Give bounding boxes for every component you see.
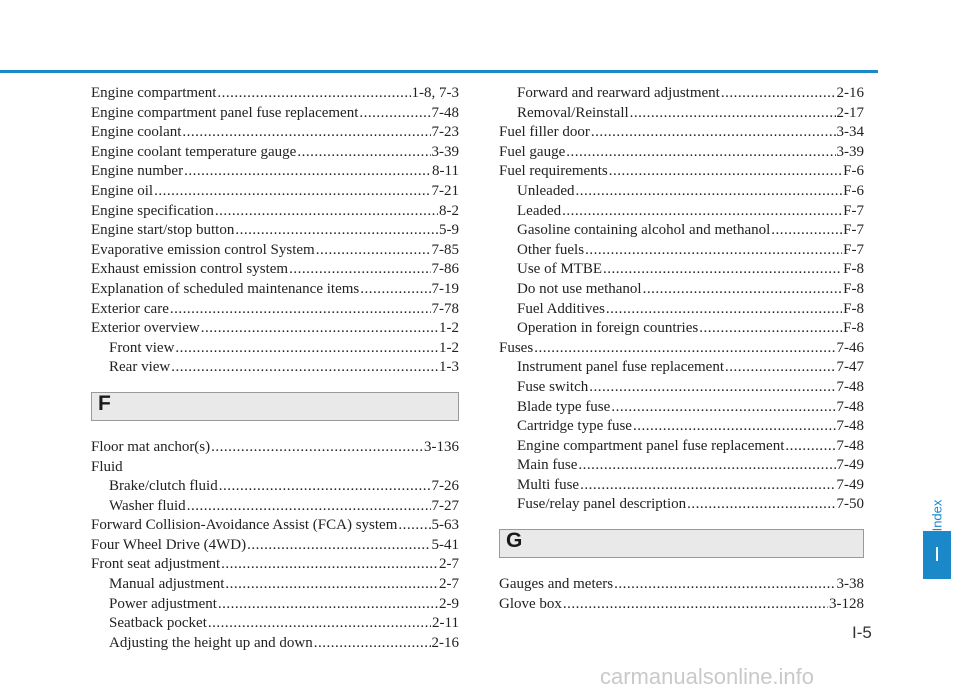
index-term: Fuel requirements bbox=[499, 163, 608, 180]
dot-leader bbox=[687, 495, 835, 515]
index-entry[interactable] bbox=[91, 575, 459, 595]
index-entry[interactable] bbox=[499, 162, 864, 182]
index-term: Front view bbox=[109, 339, 175, 356]
index-term: Evaporative emission control System bbox=[91, 241, 315, 258]
index-page-ref[interactable]: 7-48 bbox=[836, 398, 864, 415]
index-term: Manual adjustment bbox=[109, 576, 225, 593]
index-term: Fuel filler door bbox=[499, 124, 590, 141]
index-page-ref[interactable]: 5-9 bbox=[439, 222, 459, 239]
index-entry[interactable] bbox=[91, 555, 459, 575]
index-entry[interactable] bbox=[499, 300, 864, 320]
dot-leader bbox=[211, 438, 423, 458]
index-page-ref[interactable]: F-6 bbox=[843, 163, 864, 180]
dot-leader bbox=[721, 84, 836, 104]
index-page-ref[interactable]: F-8 bbox=[843, 261, 864, 278]
index-term: Fuel gauge bbox=[499, 143, 566, 160]
index-entry[interactable] bbox=[91, 182, 459, 202]
index-term: Power adjustment bbox=[109, 595, 217, 612]
dot-leader bbox=[247, 536, 430, 556]
index-term: Engine compartment bbox=[91, 85, 217, 101]
index-term: Engine coolant bbox=[91, 124, 182, 141]
index-entry[interactable] bbox=[91, 202, 459, 222]
index-term: Exhaust emission control system bbox=[91, 261, 289, 278]
index-entry[interactable] bbox=[91, 260, 459, 280]
index-page-ref[interactable]: 2-7 bbox=[439, 556, 459, 573]
dot-leader bbox=[630, 104, 836, 124]
index-term: Cartridge type fuse bbox=[517, 418, 632, 435]
index-page-ref[interactable]: 7-48 bbox=[836, 418, 864, 435]
index-entry[interactable] bbox=[91, 458, 459, 478]
dot-leader bbox=[154, 182, 430, 202]
index-term: Fuse/relay panel description bbox=[517, 496, 687, 513]
index-term: Exterior care bbox=[91, 300, 169, 317]
index-entry[interactable] bbox=[499, 182, 864, 202]
index-term: Operation in foreign countries bbox=[517, 320, 699, 337]
dot-leader bbox=[575, 182, 842, 202]
dot-leader bbox=[643, 280, 843, 300]
index-term: Seatback pocket bbox=[109, 615, 207, 632]
index-entry[interactable] bbox=[499, 260, 864, 280]
dot-leader bbox=[578, 456, 835, 476]
index-entry[interactable] bbox=[499, 319, 864, 339]
index-entry[interactable] bbox=[91, 104, 459, 124]
section-letter: G bbox=[506, 529, 523, 553]
index-term: Washer fluid bbox=[109, 497, 186, 514]
index-entry[interactable] bbox=[499, 221, 864, 241]
dot-leader bbox=[785, 437, 835, 457]
dot-leader bbox=[603, 260, 842, 280]
index-term: Engine specification bbox=[91, 202, 214, 219]
dot-leader bbox=[187, 497, 431, 517]
index-page-ref[interactable]: 7-27 bbox=[431, 497, 459, 514]
dot-leader bbox=[771, 221, 842, 241]
index-entry[interactable] bbox=[91, 221, 459, 241]
dot-leader bbox=[235, 221, 438, 241]
index-entry[interactable] bbox=[91, 358, 459, 378]
dot-leader bbox=[360, 280, 430, 300]
dot-leader bbox=[566, 143, 835, 163]
side-tab-label[interactable]: Index bbox=[929, 499, 945, 531]
dot-leader bbox=[316, 241, 431, 261]
index-entry[interactable] bbox=[91, 536, 459, 556]
index-entry[interactable] bbox=[499, 202, 864, 222]
index-entry[interactable] bbox=[91, 516, 459, 536]
index-entry[interactable] bbox=[499, 143, 864, 163]
index-entry[interactable] bbox=[499, 398, 864, 418]
index-term: Engine compartment panel fuse replacement bbox=[91, 104, 359, 121]
index-page-ref[interactable]: 3-136 bbox=[424, 438, 459, 455]
index-page-ref[interactable]: 7-19 bbox=[431, 280, 459, 297]
index-page-ref[interactable]: 7-21 bbox=[431, 182, 459, 199]
index-term: Multi fuse bbox=[517, 476, 580, 493]
index-page-ref[interactable]: 1-2 bbox=[439, 339, 459, 356]
index-entry[interactable] bbox=[91, 300, 459, 320]
index-page-ref[interactable]: 8-11 bbox=[432, 163, 459, 180]
index-entry[interactable] bbox=[499, 437, 864, 457]
dot-leader bbox=[633, 417, 836, 437]
index-entry[interactable] bbox=[499, 456, 864, 476]
index-page-ref[interactable]: 2-9 bbox=[439, 595, 459, 612]
index-term: Rear view bbox=[109, 359, 171, 376]
section-header-g bbox=[499, 529, 864, 558]
index-term: Unleaded bbox=[517, 182, 575, 199]
index-entry[interactable] bbox=[499, 123, 864, 143]
section-letter: F bbox=[98, 391, 111, 415]
index-page-ref[interactable]: F-7 bbox=[843, 241, 864, 258]
index-term: Forward and rearward adjustment bbox=[517, 85, 720, 101]
index-page-ref[interactable]: 7-49 bbox=[836, 457, 864, 474]
index-page-ref[interactable]: F-7 bbox=[843, 202, 864, 219]
index-term: Engine coolant temperature gauge bbox=[91, 143, 297, 160]
index-term: Fuses bbox=[499, 339, 534, 356]
dot-leader bbox=[562, 202, 842, 222]
dot-leader bbox=[614, 575, 835, 595]
index-page-ref[interactable]: 2-16 bbox=[836, 85, 864, 101]
dot-leader bbox=[219, 477, 431, 497]
index-term: Main fuse bbox=[517, 457, 578, 474]
dot-leader bbox=[217, 84, 410, 104]
dot-leader bbox=[225, 575, 438, 595]
index-term: Floor mat anchor(s) bbox=[91, 438, 211, 455]
index-entry[interactable] bbox=[499, 339, 864, 359]
watermark: carmanualsonline.info bbox=[600, 664, 815, 689]
dot-leader bbox=[580, 476, 835, 496]
index-entry[interactable] bbox=[499, 476, 864, 496]
index-term: Glove box bbox=[499, 595, 562, 612]
dot-leader bbox=[606, 300, 842, 320]
index-term: Fuse switch bbox=[517, 378, 589, 395]
index-term: Fluid bbox=[91, 458, 123, 475]
index-entry[interactable] bbox=[499, 495, 864, 515]
index-entry[interactable] bbox=[91, 595, 459, 615]
index-page-ref[interactable]: F-8 bbox=[843, 300, 864, 317]
index-list-e bbox=[91, 84, 459, 378]
index-page-ref[interactable]: 5-63 bbox=[431, 517, 459, 534]
index-page-ref[interactable]: 3-39 bbox=[836, 143, 864, 160]
index-entry[interactable] bbox=[91, 162, 459, 182]
index-page-ref[interactable]: 2-7 bbox=[439, 576, 459, 593]
index-page-ref[interactable]: 3-38 bbox=[836, 576, 864, 593]
index-page-ref[interactable]: 1-2 bbox=[439, 320, 459, 337]
index-page-ref[interactable]: F-8 bbox=[843, 280, 864, 297]
index-page-ref[interactable]: 1-3 bbox=[439, 359, 459, 376]
index-term: Front seat adjustment bbox=[91, 556, 221, 573]
dot-leader bbox=[534, 339, 835, 359]
dot-leader bbox=[182, 123, 430, 143]
index-entry[interactable] bbox=[91, 123, 459, 143]
index-page-ref[interactable]: 5-41 bbox=[431, 536, 459, 553]
index-page-ref[interactable]: F-6 bbox=[843, 182, 864, 199]
index-entry[interactable] bbox=[499, 241, 864, 261]
dot-leader bbox=[314, 634, 431, 654]
index-entry[interactable] bbox=[91, 84, 459, 104]
index-term: Engine start/stop button bbox=[91, 222, 235, 239]
index-list-f-continued bbox=[499, 84, 864, 515]
index-term: Adjusting the height up and down bbox=[109, 634, 313, 651]
index-entry[interactable] bbox=[91, 241, 459, 261]
index-term: Blade type fuse bbox=[517, 398, 611, 415]
index-list-g bbox=[499, 575, 864, 614]
dot-leader bbox=[208, 614, 431, 634]
index-term: Explanation of scheduled maintenance items bbox=[91, 280, 360, 297]
index-entry[interactable] bbox=[91, 339, 459, 359]
index-entry[interactable] bbox=[91, 614, 459, 634]
index-term: Leaded bbox=[517, 202, 562, 219]
index-entry[interactable] bbox=[499, 417, 864, 437]
dot-leader bbox=[175, 339, 438, 359]
dot-leader bbox=[289, 260, 430, 280]
index-page-ref[interactable]: 7-47 bbox=[836, 359, 864, 376]
index-page-ref[interactable]: 7-23 bbox=[431, 124, 459, 141]
index-term: Forward Collision-Avoidance Assist (FCA) system bbox=[91, 517, 398, 534]
header-rule bbox=[0, 70, 878, 73]
dot-leader bbox=[611, 398, 835, 418]
dot-leader bbox=[170, 300, 431, 320]
index-term: Engine compartment panel fuse replacement bbox=[517, 437, 785, 454]
index-entry[interactable] bbox=[499, 280, 864, 300]
dot-leader bbox=[699, 319, 842, 339]
dot-leader bbox=[589, 378, 835, 398]
dot-leader bbox=[218, 595, 438, 615]
index-page-ref[interactable]: 2-11 bbox=[432, 615, 459, 632]
dot-leader bbox=[725, 358, 836, 378]
index-column-right bbox=[499, 84, 864, 614]
index-page-ref[interactable]: 7-26 bbox=[431, 478, 459, 495]
dot-leader bbox=[201, 319, 438, 339]
index-page-ref[interactable]: 1-8, 7-3 bbox=[411, 85, 459, 101]
dot-leader bbox=[171, 358, 438, 378]
section-header-f bbox=[91, 392, 459, 421]
index-page-ref[interactable]: 3-34 bbox=[836, 124, 864, 141]
index-page-ref[interactable]: 3-128 bbox=[829, 595, 864, 612]
dot-leader bbox=[359, 104, 430, 124]
index-term: Gauges and meters bbox=[499, 576, 614, 593]
index-term: Fuel Additives bbox=[517, 300, 605, 317]
index-entry[interactable] bbox=[499, 358, 864, 378]
index-term: Do not use methanol bbox=[517, 280, 642, 297]
index-term: Gasoline containing alcohol and methanol bbox=[517, 222, 771, 239]
dot-leader bbox=[184, 162, 431, 182]
index-page-ref[interactable]: F-8 bbox=[843, 320, 864, 337]
index-page-ref[interactable]: F-7 bbox=[843, 222, 864, 239]
index-term: Four Wheel Drive (4WD) bbox=[91, 536, 247, 553]
dot-leader bbox=[591, 123, 836, 143]
index-page-ref[interactable]: 2-17 bbox=[836, 104, 864, 121]
index-entry[interactable] bbox=[91, 497, 459, 517]
index-term: Instrument panel fuse replacement bbox=[517, 359, 724, 376]
index-page-ref[interactable]: 7-46 bbox=[836, 339, 864, 356]
index-entry[interactable] bbox=[499, 104, 864, 124]
side-tab-letter[interactable]: I bbox=[923, 531, 951, 579]
dot-leader bbox=[563, 595, 828, 615]
dot-leader bbox=[297, 143, 430, 163]
index-page-ref[interactable]: 7-78 bbox=[431, 300, 459, 317]
dot-leader bbox=[609, 162, 842, 182]
index-page-ref[interactable]: 2-16 bbox=[431, 634, 459, 651]
index-page-ref[interactable]: 7-48 bbox=[836, 378, 864, 395]
index-entry[interactable] bbox=[91, 319, 459, 339]
page-number: I-5 bbox=[852, 623, 872, 642]
index-term: Use of MTBE bbox=[517, 261, 602, 278]
index-list-f bbox=[91, 438, 459, 654]
index-page-ref[interactable]: 3-39 bbox=[431, 143, 459, 160]
index-page-ref[interactable]: 7-86 bbox=[431, 261, 459, 278]
index-page-ref[interactable]: 7-50 bbox=[836, 496, 864, 513]
dot-leader bbox=[585, 241, 842, 261]
index-term: Engine number bbox=[91, 163, 184, 180]
index-entry[interactable] bbox=[91, 438, 459, 458]
index-term: Exterior overview bbox=[91, 320, 200, 337]
index-entry[interactable] bbox=[91, 143, 459, 163]
index-page-ref[interactable]: 7-49 bbox=[836, 476, 864, 493]
index-page-ref[interactable]: 8-2 bbox=[439, 202, 459, 219]
index-entry[interactable] bbox=[91, 477, 459, 497]
index-entry[interactable] bbox=[499, 378, 864, 398]
index-entry[interactable] bbox=[499, 575, 864, 595]
index-entry[interactable] bbox=[91, 634, 459, 654]
dot-leader bbox=[398, 516, 430, 536]
index-page-ref[interactable]: 7-85 bbox=[431, 241, 459, 258]
dot-leader bbox=[221, 555, 438, 575]
index-term: Engine oil bbox=[91, 182, 154, 199]
index-term: Other fuels bbox=[517, 241, 585, 258]
index-term: Removal/Reinstall bbox=[517, 104, 629, 121]
dot-leader bbox=[215, 202, 438, 222]
index-entry[interactable] bbox=[499, 595, 864, 615]
index-entry[interactable] bbox=[499, 84, 864, 104]
index-entry[interactable] bbox=[91, 280, 459, 300]
index-page-ref[interactable]: 7-48 bbox=[431, 104, 459, 121]
index-page-ref[interactable]: 7-48 bbox=[836, 437, 864, 454]
index-term: Brake/clutch fluid bbox=[109, 478, 218, 495]
index-column-left bbox=[91, 84, 459, 653]
